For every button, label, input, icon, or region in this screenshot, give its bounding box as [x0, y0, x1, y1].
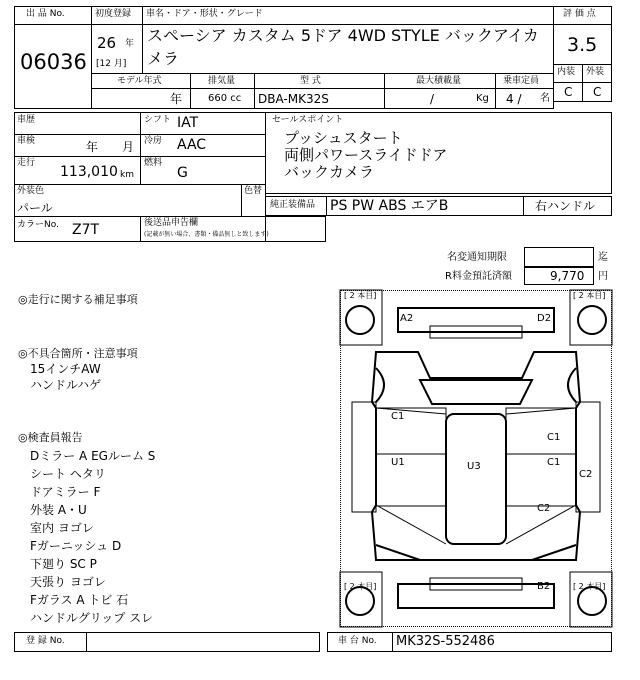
fuel-value: G: [177, 165, 188, 181]
capacity-unit: 名: [540, 93, 550, 104]
exterior-label: 外装: [586, 67, 605, 77]
tyre-rear-right-icon: [578, 587, 606, 615]
inspector-item: 外装 A・U: [30, 503, 87, 517]
reg-year-unit: 年: [125, 39, 135, 49]
inspector-item: Dミラー A EGルーム S: [30, 449, 156, 463]
lot-number: 06036: [20, 50, 87, 74]
damage-mark-b2: B2: [537, 581, 551, 592]
inspector-item: ドアミラー F: [30, 485, 101, 499]
driving-notes-label: ◎走行に関する補足事項: [18, 293, 138, 306]
reg-label: 初度登録: [95, 9, 132, 19]
roof-shape: [446, 414, 506, 544]
damage-mark-c2-right: C2: [579, 469, 593, 480]
tyre-count-rear-right: [ 2 本目]: [573, 582, 606, 591]
history-label: 車歴: [17, 115, 36, 125]
recolor-label: 色替: [244, 186, 263, 196]
reg-year: 26: [97, 34, 117, 52]
pillar-lines: [376, 408, 576, 544]
recycle-fee-label: R料金預託済額: [445, 271, 512, 282]
damage-mark-u1: U1: [391, 457, 405, 468]
mileage-unit: km: [120, 170, 134, 180]
right-front-door: [506, 408, 576, 454]
left-front-door: [376, 408, 446, 454]
model-year-unit: 年: [170, 92, 183, 106]
rear-gate-line: [376, 545, 576, 560]
sales-point-item: 両側パワースライドドア: [284, 146, 448, 164]
tyre-count-front-left: [ 2 本目]: [344, 291, 377, 300]
ac-value: AAC: [177, 137, 207, 153]
tyre-front-left-icon: [346, 306, 374, 334]
chassis-label: 車 台 No.: [338, 636, 377, 646]
transfer-deadline-label: 名変通知期限: [447, 252, 507, 263]
shift-label: シフト: [144, 115, 172, 125]
inspector-item: Fガラス A トビ 石: [30, 593, 129, 607]
handle-position: 右ハンドル: [535, 199, 596, 213]
damage-mark-u3: U3: [467, 461, 481, 472]
type-label: 型 式: [300, 76, 321, 86]
defect-item: ハンドルハゲ: [30, 378, 102, 392]
lot-label: 出 品 No.: [26, 9, 65, 19]
score-label: 評 価 点: [563, 9, 596, 19]
sales-points-label: セールスポイント: [272, 115, 344, 125]
inspector-item: 天張り ヨゴレ: [30, 575, 106, 589]
load-unit: Kg: [476, 93, 489, 104]
equipment-label: 純正装備品: [270, 200, 316, 210]
front-right-fender: [568, 368, 576, 402]
tyre-count-rear-left: [ 2 本目]: [344, 582, 377, 591]
transfer-deadline-unit: 迄: [598, 252, 608, 263]
interior-grade: C: [564, 85, 573, 99]
max-load-label: 最大積載量: [416, 76, 462, 86]
shift-value: IAT: [177, 115, 199, 131]
reg-month: [12 月]: [96, 59, 127, 69]
score-value: 3.5: [567, 34, 598, 56]
right-rear-door: [506, 454, 576, 506]
damage-mark-d2: D2: [537, 313, 552, 324]
damage-mark-c1-side-right: C1: [547, 457, 561, 468]
interior-label: 内装: [557, 67, 576, 77]
color-no-value: Z7T: [72, 222, 100, 238]
model-year-label: モデル年式: [117, 76, 162, 86]
fuel-label: 燃料: [144, 158, 163, 168]
inspector-item: Fガーニッシュ D: [30, 539, 122, 553]
reg-no-label: 登 録 No.: [26, 636, 65, 646]
tyre-front-right-icon: [578, 306, 606, 334]
recycle-fee-amount: 9,770: [550, 269, 585, 283]
load-separator: /: [430, 92, 435, 106]
tyre-rear-left-icon: [346, 587, 374, 615]
rear-bumper-shape: [398, 581, 554, 608]
ac-label: 冷房: [144, 136, 163, 146]
left-rear-door: [376, 454, 446, 506]
inspection-year-unit: 年: [86, 140, 99, 154]
sales-point-item: プッシュスタート: [284, 129, 403, 147]
damage-mark-c1-front-left: C1: [391, 411, 405, 422]
front-bumper-shape: [398, 308, 554, 332]
recycle-fee-unit: 円: [598, 271, 608, 282]
defect-item: 15インチAW: [30, 362, 101, 376]
damage-mark-c2-rear: C2: [537, 503, 551, 514]
inspection-month-unit: 月: [122, 140, 135, 154]
defects-label: ◎不具合箇所・注意事項: [18, 347, 138, 360]
displacement-value: 660 cc: [208, 93, 242, 104]
front-left-fender: [376, 368, 384, 402]
hood-shape: [420, 380, 532, 404]
tyre-count-front-right: [ 2 本目]: [573, 291, 606, 300]
car-name-line-2: メラ: [147, 49, 180, 68]
left-side-panel: [352, 402, 376, 512]
displacement-label: 排気量: [208, 76, 236, 86]
right-side-panel: [576, 402, 600, 512]
inspector-item: シート ヘタリ: [30, 467, 106, 481]
equipment-items: PS PW ABS エアB: [330, 198, 449, 214]
capacity-label: 乗車定員: [503, 76, 540, 86]
capacity-value: 4 /: [506, 92, 522, 106]
inspector-item: 室内 ヨゴレ: [30, 521, 94, 535]
inspector-item: 下廻り SC P: [30, 557, 97, 571]
car-name-line-1: スペーシア カスタム 5ドア 4WD STYLE バックアイカ: [147, 26, 539, 45]
damage-mark-a2: A2: [400, 313, 414, 324]
inspection-label: 車検: [17, 136, 36, 146]
name-label: 車名・ドア・形状・グレード: [146, 9, 263, 19]
inspector-item: ハンドルグリップ スレ: [30, 611, 154, 625]
mileage-label: 走行: [17, 158, 36, 168]
inspector-label: ◎検査員報告: [18, 431, 83, 444]
ext-color-label: 外装色: [17, 186, 45, 196]
docs-note: (記載が無い場合、書類・備品無しと致します): [144, 231, 269, 238]
color-no-label: カラーNo.: [17, 220, 59, 230]
exterior-grade: C: [593, 85, 602, 99]
chassis-number: MK32S-552486: [396, 634, 495, 649]
type-value: DBA-MK32S: [258, 92, 329, 106]
mileage-value: 113,010: [60, 164, 118, 180]
body-outline: [372, 352, 580, 560]
docs-label: 後送品申告欄: [144, 218, 199, 228]
sales-point-item: バックカメラ: [284, 163, 375, 181]
damage-mark-c1-front-right: C1: [547, 432, 561, 443]
ext-color-value: パール: [17, 201, 53, 215]
